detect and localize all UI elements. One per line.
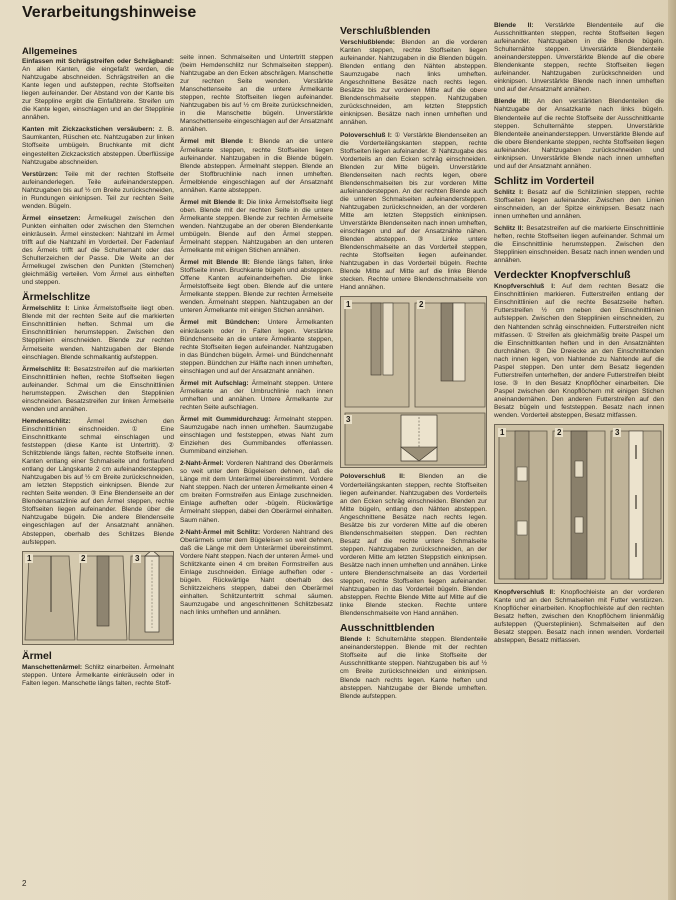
paragraph xyxy=(340,39,487,128)
paragraph-lead: Blende I: xyxy=(340,636,371,644)
heading-aermelschlitze: Ärmelschlitze xyxy=(22,291,91,304)
paragraph-text: An den verstärkten Blendenteilen die Nahtzugabe der Ansatzkante nach links bügeln. Blendenteile auf die rechte Stoffseite der Ausschnittkante steppen. Schulternähte steppen. Unverstärkte Blendenteile aneinandersteppen. Unverstärkte Blende auf die obere Blendenkante steppen, rechte Stoffseiten liegen aufeinander. Nahtzugaben zurückschneiden und einknipsen. Unverstärkte Blende nach innen umheften und auf der Ansatznaht annähen. xyxy=(494,98,664,170)
paragraph-text: Besatzstreifen auf die markierten Einschnittlinien heften, rechte Stoffseiten liegen aufeinander. Schmal um die Einschnittlinien herumsteppen. Zwischen den Stepplinien einschneiden. Besatzstreifen zur linken Ärmelseite wenden und annähen. xyxy=(22,365,175,413)
paragraph-text: Teile mit der rechten Stoffseite aufeinanderlegen. Teile aufeinandersteppen. Nahtzugaben bis auf ½ cm Breite zurückschneiden, in Rundungen einknipsen. Teil zur rechten Seite wenden. Bügeln. xyxy=(22,170,174,210)
page-title: Verarbeitungshinweise xyxy=(22,4,197,21)
paragraph xyxy=(180,138,333,194)
heading-verdeckter-knopfverschluss: Verdeckter Knopfverschluß xyxy=(494,269,631,282)
paragraph-text: Blenden an die Vorderteilängskanten steppen, rechte Stoffseiten liegen aufeinander. Nahtzugaben des Vorderteils an den Ecken schräg einschneiden. Blenden zur Mitte bügeln, entlang den Nähten absteppen. Angeschnittene Besätze nach rechts legen. Besätze bis zur vorderen Mitte auf die oberen Blendenschmalseiten steppen. Den rechten Besatz auf die rechte untere Schmalseite steppen. Nahtzugaben zurückschneiden, an der vorderen Mitte am letzten Steppstich einknipsen. Besätze nach innen umheften und annähen. Linke untere Blendenschmalseite an das Vorderteil steppen, rechte Stoffseiten liegen aufeinander. Nahtzugaben in das Vorderteil bügeln. Blenden absteppen. Rechte Blende Mitte auf Mitte auf die linke Blende stecken. Rechte untere Blendenschmalseite von Hand annähen. xyxy=(340,473,488,618)
paragraph-text: Knopflochleiste an der vorderen Kante und an den Schmalseiten mit Futter verstürzen. Knopflöcher einarbeiten. Knopflochleiste auf den rechten Besatz heften, zwischen den Knopflöchern linienmäßig aufsteppen (Quersteplinien). Schmalseiten auf den Besatz steppen. Besatz nach innen wenden. Vorderteil absteppen, Besatz mitfassen. xyxy=(494,589,664,645)
illustration-poloverschluss xyxy=(340,296,487,468)
paragraph-lead: Ärmelschlitz I: xyxy=(22,305,70,313)
paragraph xyxy=(340,636,487,700)
paragraph xyxy=(340,132,487,293)
paragraph xyxy=(340,473,487,618)
paragraph xyxy=(494,22,664,94)
paragraph xyxy=(494,189,664,221)
paragraph xyxy=(22,418,174,547)
paragraph xyxy=(180,54,333,134)
paragraph xyxy=(180,460,333,524)
paragraph xyxy=(22,366,174,414)
paragraph-lead: Hemdenschlitz: xyxy=(22,417,71,425)
paragraph xyxy=(180,319,333,375)
paragraph-lead: Ärmel mit Aufschlag: xyxy=(180,379,249,387)
column-3 xyxy=(340,22,487,705)
paragraph-text: ① Verstärkte Blendenseiten an die Vorderteilängskanten steppen, rechte Stoffseiten liegen aufeinander. ② Nahtzugabe des Vorderteils an den Ecken schräg einschneiden. Blenden zur Mitte bügeln. Unverstärkte Blendenseiten nach rechts legen, obere Blendenschmalseiten bis zur vorderen Mitte aufeinandersteppen. An der rechten Blende auch die unteren Schmalseiten aufeinandersteppen. Nahtzugaben zurückschneiden, an der vorderen Mitte am letzten Steppstich einknipsen. Unverstärkte Blendenseiten nach innen umheften, einschlagen und auf der Ansatznähte nähen. Blenden absteppen. ③ Linke untere Blendenschmalseite an das Vorderteil steppen, rechte Stoffseiten liegen aufeinander. Nahtzugaben in das Vorderteil bügeln. Rechte Blende Mitte auf Mitte auf die linke Blende stecken. Rechte untere Blendenschmalseite von Hand annähen. xyxy=(340,131,487,292)
paragraph-text: Schlitz einarbeiten. Ärmelnaht steppen. Untere Ärmelkante einkräuseln oder in Falten legen. Manschette längs falten, rechte Stoff- xyxy=(22,663,174,687)
paragraph-text: z. B. Saumkanten, Rüschen etc. Nahtzugaben zur linken Stoffseite umbügeln. Bruchkante mit dicht eingestellten Zickzackstich absteppen. Überflüssige Nahtzugabe abschneiden. xyxy=(22,126,174,166)
paragraph-text: An allen Kanten, die eingefaßt werden, die Nahtzugabe abschneiden. Schrägstreifen an die Kante legen und aufsteppen, rechte Stoffseiten liegen aufeinander. Der Abstand von der Kante bis zur Steppline ergibt die Einfaßbreite. Streifen um die Kante legen, einschlagen und an der Stepplinie annähen. xyxy=(22,66,174,122)
paragraph-lead: Ärmelschlitz II: xyxy=(22,365,71,373)
illustration-hemdenschlitz xyxy=(22,551,174,645)
sleeve-placket-drawing xyxy=(23,552,174,644)
paragraph-lead: Schlitz I: xyxy=(494,188,524,196)
figure-number: 2 xyxy=(81,553,86,563)
paragraph-lead: Poloverschluß II: xyxy=(340,473,406,481)
figure-number: 1 xyxy=(346,300,351,310)
paragraph xyxy=(22,305,174,361)
paragraph-lead: Ärmel mit Gummidurchzug: xyxy=(180,415,271,423)
paragraph-text: Ärmelkugel zwischen den Punkten einhalten oder zwischen den Sternchen einkräuseln. Ärmel einstecken: Nahtzahl im Ärmel trifft auf die Nahtzahl im Vorderteil. Der Fadenlauf des Ärmels trifft auf die Schulternaht oder das Schulterzeichen der Passe. Die Weite an der Ärmelkugel zwischen den Punkten (Sternchen) gleichmäßig verteilen. Vom Ärmel aus einheften und steppen. xyxy=(22,214,174,287)
paragraph-text: seite innen. Schmalseiten und Untertritt steppen (beim Hemdenschlitz nur Schmalseiten steppen). Nahtzugabe an den Ecken abschrägen. Manschette zur rechten Seite wenden. Verstärkte Manschettenseite an die untere Ärmelkante steppen, rechte Stoffseiten liegen aufeinander. Nahtzugaben bis auf ½ cm Breite zurückschneiden, in die Manschette bügeln. Unverstärkte Manschettenseite eingeschlagen auf der Ansatznaht annähen. xyxy=(180,54,333,134)
paragraph-text: Ärmel zwischen den Einschnittlinien einschneiden. ① Eine Einschnittkante schmal einschlagen und feststeppen (diese Kante ist Untertritt). ② Schlitzblende längs falten, rechte Stoffseite innen. Kanten entlang einer Schmalseite und fortlaufend entlang der Längskante 2 cm aufeinandersteppen. Nahtzugaben bis auf ½ cm Breite zurückschneiden, am letzten Steppstich einknipsen. Blende zur rechten Seite wenden. ③ Eine Blendenseite an der Blendenansatzlinie auf den Ärmel steppen, rechte Stoffseiten liegen aufeinander. Blende über die Nahtzugabe bügeln. Die andere Blendenseite eingeschlagen auf der Ansatznaht annähen. Absteppen, oberhalb des Schlitzes Blende aufsteppen. xyxy=(22,417,174,546)
paragraph-lead: Verstürzen: xyxy=(22,170,58,178)
paragraph-text: Vorderen Nahtrand des Oberärmels so weit unter dem Bügeleisen dehnen, daß die Länge mit dem Unterärmel übereinstimmt. Vordere Naht steppen. Nach der unteren Ärmelkante einen 4 cm breiten Formstreifen aus Einlage zuschneiden. Einlage aufheften oder -bügeln. Rückwärtige Ärmelnaht steppen, dabei den Oberärmel einhalten. Saum nähen. xyxy=(180,460,333,524)
figure-number: 3 xyxy=(346,415,351,425)
paragraph xyxy=(22,58,174,122)
paragraph-text: Linke Ärmelstoffseite liegt oben. Blende mit der rechten Seite auf die markierten Einschnittlinien heften. Schmal um die Einschnittlinien herumsteppen. Zwischen den Stepplinien einschneiden. Blende zur rechten Ärmelseite wenden. Nahtzugaben der Blende einschlagen. Blende schmalkantig aufsteppen. xyxy=(22,305,174,361)
paragraph-lead: Ärmel mit Blende II: xyxy=(180,198,244,206)
column-4 xyxy=(494,22,664,649)
paragraph xyxy=(180,199,333,255)
paragraph-text: Schulternähte steppen. Blendenteile aneinandersteppen. Blende mit der rechten Stoffseite auf die linke Stoffseite der Ausschnittkante steppen. Nahtzugaben bis auf ½ cm Breite zurückschneiden und einknipsen. Blende nach rechts legen. Kante heften und absteppen. Nahtzugabe der Blende umheften. Blende aufsteppen. xyxy=(340,636,487,700)
figure-number: 2 xyxy=(419,300,424,310)
paragraph xyxy=(22,664,174,688)
paragraph-lead: Verschlußblende: xyxy=(340,39,395,46)
figure-number: 3 xyxy=(135,553,140,563)
paragraph-text: Vorderen Nahtrand des Oberärmels unter dem Bügeleisen so weit dehnen, daß die Länge mit dem Unterärmel übereinstimmt. Vordere Naht steppen. Nach der unteren Ärmel- und Schlitzkante einen 4 cm breiten Formstreifen aus Einlage zuschneiden. Einlage aufheften oder -bügeln. Rückwärtige Naht oberhalb des Schlitzzeichens steppen, dabei den Oberärmel einhalten. Schlitzuntertritt schmal säumen. Saumzugabe und angeschnittenen Schlitzbesatz nach links umheften und annähen. xyxy=(180,528,333,617)
polo-placket-drawing xyxy=(341,297,487,467)
figure-number: 1 xyxy=(27,553,32,563)
paragraph-lead: Ärmel mit Bündchen: xyxy=(180,319,260,327)
paragraph-text: Blenden an die vorderen Kanten steppen, rechte Stoffseiten liegen aufeinander. Nahtzugaben in die Blenden bügeln. Blenden entlang den Nähten absteppen. Saumzugabe nach links umheften. Angeschnittene Besätze nach rechts legen. Besätze bis zur vorderen Mitte auf die obere Blendenschmalseite steppen. Nahtzugaben zurückschneiden, am letzten Steppstich einknipsen. Besätze nach innen umheften und annähen. xyxy=(340,39,487,127)
page-number: 2 xyxy=(22,879,27,888)
heading-schlitz-vorderteil: Schlitz im Vorderteil xyxy=(494,174,595,187)
paragraph-text: Auf dem rechten Besatz die Einschnittlinien markieren. Futterstreifen entlang der Einschnittlinien auf die rechte Besatzseite heften. Futterstreifen ½ cm neben den Einschnittlinien aufsteppen. Zwischen den Stepplinien einschneiden, zu den Nahtenden schräg einschneiden. Futterstreifen nicht mitfassen. ① Streifen als gleichmäßig breite Paspel um die Einschnittkanten heften und in den Ansatznähten durchnähen. ② Die Dreiecke an den Einschnittenden nach innen legen, von Nahtende zu Nahtende auf die Paspel steppen. Den unter dem Besatz liegenden Futterstreifen unterheften, der andere Futterstreifen bleibt lose. ③ In den Besatz Knopflöcher einarbeiten. Die Paspel zwischen den Knopflöchern mit einigen Stichen aneinandernähen. Den anderen Futterstreifen auf den Besatz bügeln und feststeppen. Besatz nach innen wenden. Vorderteil absteppen, Besatz mitfassen. xyxy=(494,283,664,420)
heading-verschlussblenden: Verschlußblenden xyxy=(340,25,431,37)
paragraph-lead: 2-Naht-Ärmel mit Schlitz: xyxy=(180,528,261,536)
heading-aermel: Ärmel xyxy=(22,649,52,662)
paragraph-lead: Blende II: xyxy=(494,22,534,29)
paragraph xyxy=(180,529,333,618)
paragraph xyxy=(180,416,333,456)
paragraph-lead: Knopfverschluß II: xyxy=(494,589,556,597)
paragraph-text: Besatzstreifen auf die markierte Einschnittlinie heften, rechte Stoffseiten liegen aufeinander. Schmal um die Einschnittlinie herumsteppen. Zwischen den Stepplinien einschneiden. Besatz nach innen wenden und annähen. xyxy=(494,225,664,265)
paragraph-text: Ärmelnaht steppen. Untere Ärmelkante an der Umbruchlinie nach innen umheften und annähen. Untere Ärmelkante zur rechten Seite aufschlagen. xyxy=(180,379,333,411)
figure-number: 2 xyxy=(557,428,562,438)
paragraph-lead: 2-Naht-Ärmel: xyxy=(180,460,224,468)
paragraph-lead: Ärmel mit Blende I: xyxy=(180,138,254,146)
paragraph-lead: Ärmel einsetzen: xyxy=(22,214,81,222)
paragraph-lead: Poloverschluß I: xyxy=(340,131,392,139)
paragraph-lead: Einfassen mit Schrägstreifen oder Schrägband: xyxy=(22,58,174,65)
paragraph xyxy=(180,259,333,315)
paragraph xyxy=(494,589,664,645)
paragraph-lead: Schlitz II: xyxy=(494,225,524,233)
paragraph-text: Die linke Ärmelstoffseite liegt oben. Blende mit der rechten Seite in die untere Ärmelkante steppen. Blende zur rechten Ärmelseite wenden. Nahtzugabe an der oberen Blendenkante umbügeln. Blende auf den Ärmel steppen. Ärmelnaht steppen. Nahtzugaben an den unteren Ärmelkante mit einigen Stichen annähen. xyxy=(180,198,333,255)
paragraph-text: Besatz auf die Schlitzlinien steppen, rechte Stoffseiten liegen aufeinander. Zwischen den Linien einschneiden, an der Spitze einknipsen. Besatz nach innen umheften und annähen. xyxy=(494,188,664,220)
paragraph-text: Untere Ärmelkanten einkräuseln oder in Falten legen. Verstärkte Bündchenseite an die untere Ärmelkante steppen, rechte Stoffseiten liegen aufeinander. Nahtzugaben in das Bündchen bügeln. Ärmel- und Bündchennaht steppen. Bündchen zur Hälfte nach innen umheften, einschlagen und auf der Ansatznaht annähen. xyxy=(180,319,333,375)
heading-ausschnittblenden: Ausschnittblenden xyxy=(340,622,435,635)
paragraph-text: Blende an die untere Ärmelkante steppen, rechte Stoffseiten liegen aufeinander. Nahtzugaben in die Blende bügeln. Blende absteppen. Ärmelnaht steppen. Blende an der Stoffbruchlinie nach innen umheften. Ärmelblende eingeschlagen auf der Ansatznaht annähen. Kante absteppen. xyxy=(180,138,334,194)
paragraph-lead: Knopfverschluß I: xyxy=(494,283,556,291)
paragraph-lead: Blende III: xyxy=(494,98,531,106)
paragraph-lead: Kanten mit Zickzackstichen versäubern: xyxy=(22,126,155,134)
paragraph xyxy=(494,283,664,420)
figure-number: 1 xyxy=(500,428,505,438)
paragraph-lead: Manschettenärmel: xyxy=(22,663,83,671)
paragraph xyxy=(494,98,664,170)
paragraph-lead: Ärmel mit Blende III: xyxy=(180,259,250,267)
column-1 xyxy=(22,24,174,692)
paragraph-text: Blende längs falten, linke Stoffseite innen. Bruchkante bügeln und absteppen. Offene Kanten aufeinanderheften. Die linke Ärmelstoffseite liegt oben. Blende auf die untere Ärmelkante steppen. Blende zur rechten Ärmelseite wenden. Ärmelnaht steppen. Nahtzugaben an der unteren Ärmelkante mit einigen Stichen annähen. xyxy=(180,259,333,315)
paragraph xyxy=(22,171,174,211)
illustration-knopfverschluss xyxy=(494,424,664,584)
paragraph-text: Ärmelnaht steppen. Saumzugabe nach innen umheften. Saumzugabe einschlagen und feststeppen, etwas Naht zum Einziehen des Gummibandes offenlassen. Gummiband einziehen. xyxy=(180,415,333,456)
paragraph-text: Verstärkte Blendenteile auf die Ausschnittkanten steppen, rechte Stoffseiten liegen aufeinander. Nahtzugaben in die Blende bügeln. Schulternähte steppen. Unverstärkte Blendenteile aneinandersteppen. Unverstärkte Blende auf die obere Blendenkante steppen, rechte Stoffseiten liegen aufeinander. Nahtzugaben zurückschneiden und einknipsen. Unverstärkte Blende nach innen umheften und auf der Ansatznaht annähen. xyxy=(494,22,664,94)
paragraph xyxy=(180,380,333,412)
paragraph xyxy=(494,225,664,265)
figure-number: 3 xyxy=(615,428,620,438)
concealed-button-drawing xyxy=(495,425,664,583)
page-edge xyxy=(668,0,676,900)
paragraph xyxy=(22,126,174,166)
paragraph xyxy=(22,215,174,287)
column-2 xyxy=(180,54,333,621)
heading-allgemeines: Allgemeines xyxy=(22,45,78,56)
